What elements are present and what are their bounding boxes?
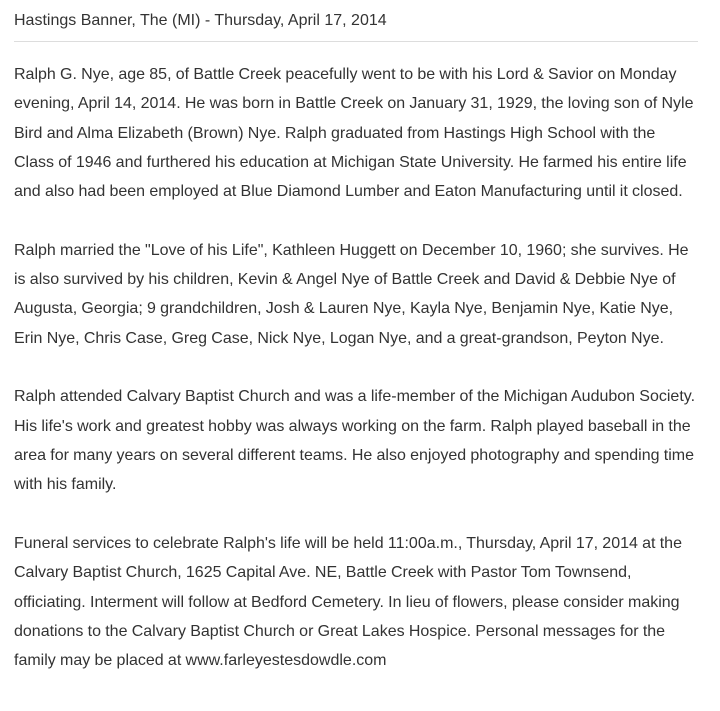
obituary-paragraph-4: Funeral services to celebrate Ralph's life will be held 11:00a.m., Thursday, April 17, 2014 at the Calvary Baptist Church, 1625 Capital Ave. NE, Battle Creek with Pastor Tom Townsend, officiating. Interment will follow at Bedford Cemetery. In lieu of flowers, please consider making donations to the Calvary Baptist Church or Great Lakes Hospice. Personal messages for the family may be placed at www.farleyestesdowdle.com [14,535,682,670]
source-line: Hastings Banner, The (MI) - Thursday, April 17, 2014 [14,0,698,42]
obituary-body [14,60,698,676]
obituary-paragraph-1: Ralph G. Nye, age 85, of Battle Creek peacefully went to be with his Lord & Savior on Monday evening, April 14, 2014. He was born in Battle Creek on January 31, 1929, the loving son of Nyle Bird and Alma Elizabeth (Brown) Nye. Ralph graduated from Hastings High School with the Class of 1946 and furthered his education at Michigan State University. He farmed his entire life and also had been employed at Blue Diamond Lumber and Eaton Manufacturing until it closed. [14,66,694,201]
obituary-paragraph-3: Ralph attended Calvary Baptist Church and was a life-member of the Michigan Audubon Society. His life's work and greatest hobby was always working on the farm. Ralph played baseball in the area for many years on several different teams. He also enjoyed photography and spending time with his family. [14,388,696,494]
obituary-paragraph-2: Ralph married the "Love of his Life", Kathleen Huggett on December 10, 1960; she survives. He is also survived by his children, Kevin & Angel Nye of Battle Creek and David & Debbie Nye of Augusta, Georgia; 9 grandchildren, Josh & Lauren Nye, Kayla Nye, Benjamin Nye, Katie Nye, Erin Nye, Chris Case, Greg Case, Nick Nye, Logan Nye, and a great-grandson, Peyton Nye. [14,241,689,347]
